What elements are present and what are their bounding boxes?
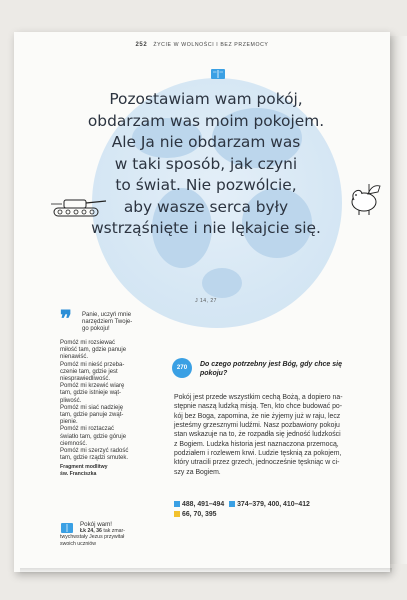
page-number: 252 [135, 42, 148, 48]
ccc-tag-icon [174, 501, 180, 507]
chapter-title: ŻYCIE W WOLNOŚCI I BEZ PRZEMOCY [153, 42, 269, 48]
prayer-sidebar [60, 306, 148, 477]
tank-icon [50, 190, 108, 220]
running-header [14, 42, 390, 48]
question-number-badge: 270 [172, 358, 192, 378]
question-heading: Do czego potrzebny jest Bóg, gdy chce się pokoju? [200, 361, 342, 377]
verse-reference: J 14, 27 [195, 298, 217, 304]
compendium-tag-icon [229, 501, 235, 507]
prayer-source: Fragment modlitwy św. Franciszka [60, 464, 108, 477]
lamb-icon [344, 182, 382, 216]
ccc-refs: 488, 491–494 [182, 501, 225, 508]
bible-icon [210, 68, 226, 80]
page-shadow [20, 568, 392, 574]
greeting-title: Pokój wam! [80, 521, 112, 528]
compendium-refs: 374–379, 400, 410–412 [237, 501, 310, 508]
youcat-refs: 66, 70, 395 [182, 511, 217, 518]
bible-icon [60, 522, 74, 534]
greeting-reference: Łk 24, 36 tak zmar- [80, 528, 125, 535]
greeting-note: Pokój wam! Łk 24, 36 tak zmar- twychwstały Jezus przywitał swoich uczniów [60, 522, 150, 547]
book-page [14, 32, 390, 572]
prayer-text: Pomóż mi rozsiewać miłość tam, gdzie panuje nienawiść. Pomóż mi nieść przeba- czenie tam, gdzie jest niesprawiedliwość. Pomóż mi krzewić wiarę tam, gdzie istnieje wąt- pliwość. Pomóż mi siać nadzieję tam, gdzie panuje zwąt- pienie. Pomóż mi roztaczać światło tam, gdzie góruje ciemność. Pomóż mi szerzyć radość tam, gdzie rządzi smutek. [60, 340, 129, 462]
answer-text: Pokój jest przede wszystkim cechą Bożą, a dopiero na- stępnie naszą ludzką misją. Ten, kto chce budować po- kój bez Boga, zapomina, że nie żyjemy już w raju, lecz jesteśmy grzesznymi ludźmi. Nasz pozbawiony pokoju stan wskazuje na to, że rozpadła się jedność ludzkości z Bogiem. Ludzka historia jest naznaczona przemocą, podziałem i rozlewem krwi. Ludzie tęsknią za pokojem, który utracili przez grzech, jednocześnie tęskniąc w ci- szy za Bogiem. [174, 394, 343, 476]
cross-references [174, 500, 390, 520]
youcat-tag-icon [174, 511, 180, 517]
prayer-intro: Panie, uczyń mnie narzędziem Twoje- go pokoju! [82, 312, 133, 333]
quote-mark-icon: ❞ [60, 306, 72, 332]
bible-verse: Pozostawiam wam pokój, obdarzam was moim pokojem. Ale Ja nie obdarzam was w taki sposób, jak czyni to świat. Nie pozwólcie, aby wasze serca były wstrząśnięte i nie lękajcie się. [87, 90, 325, 237]
